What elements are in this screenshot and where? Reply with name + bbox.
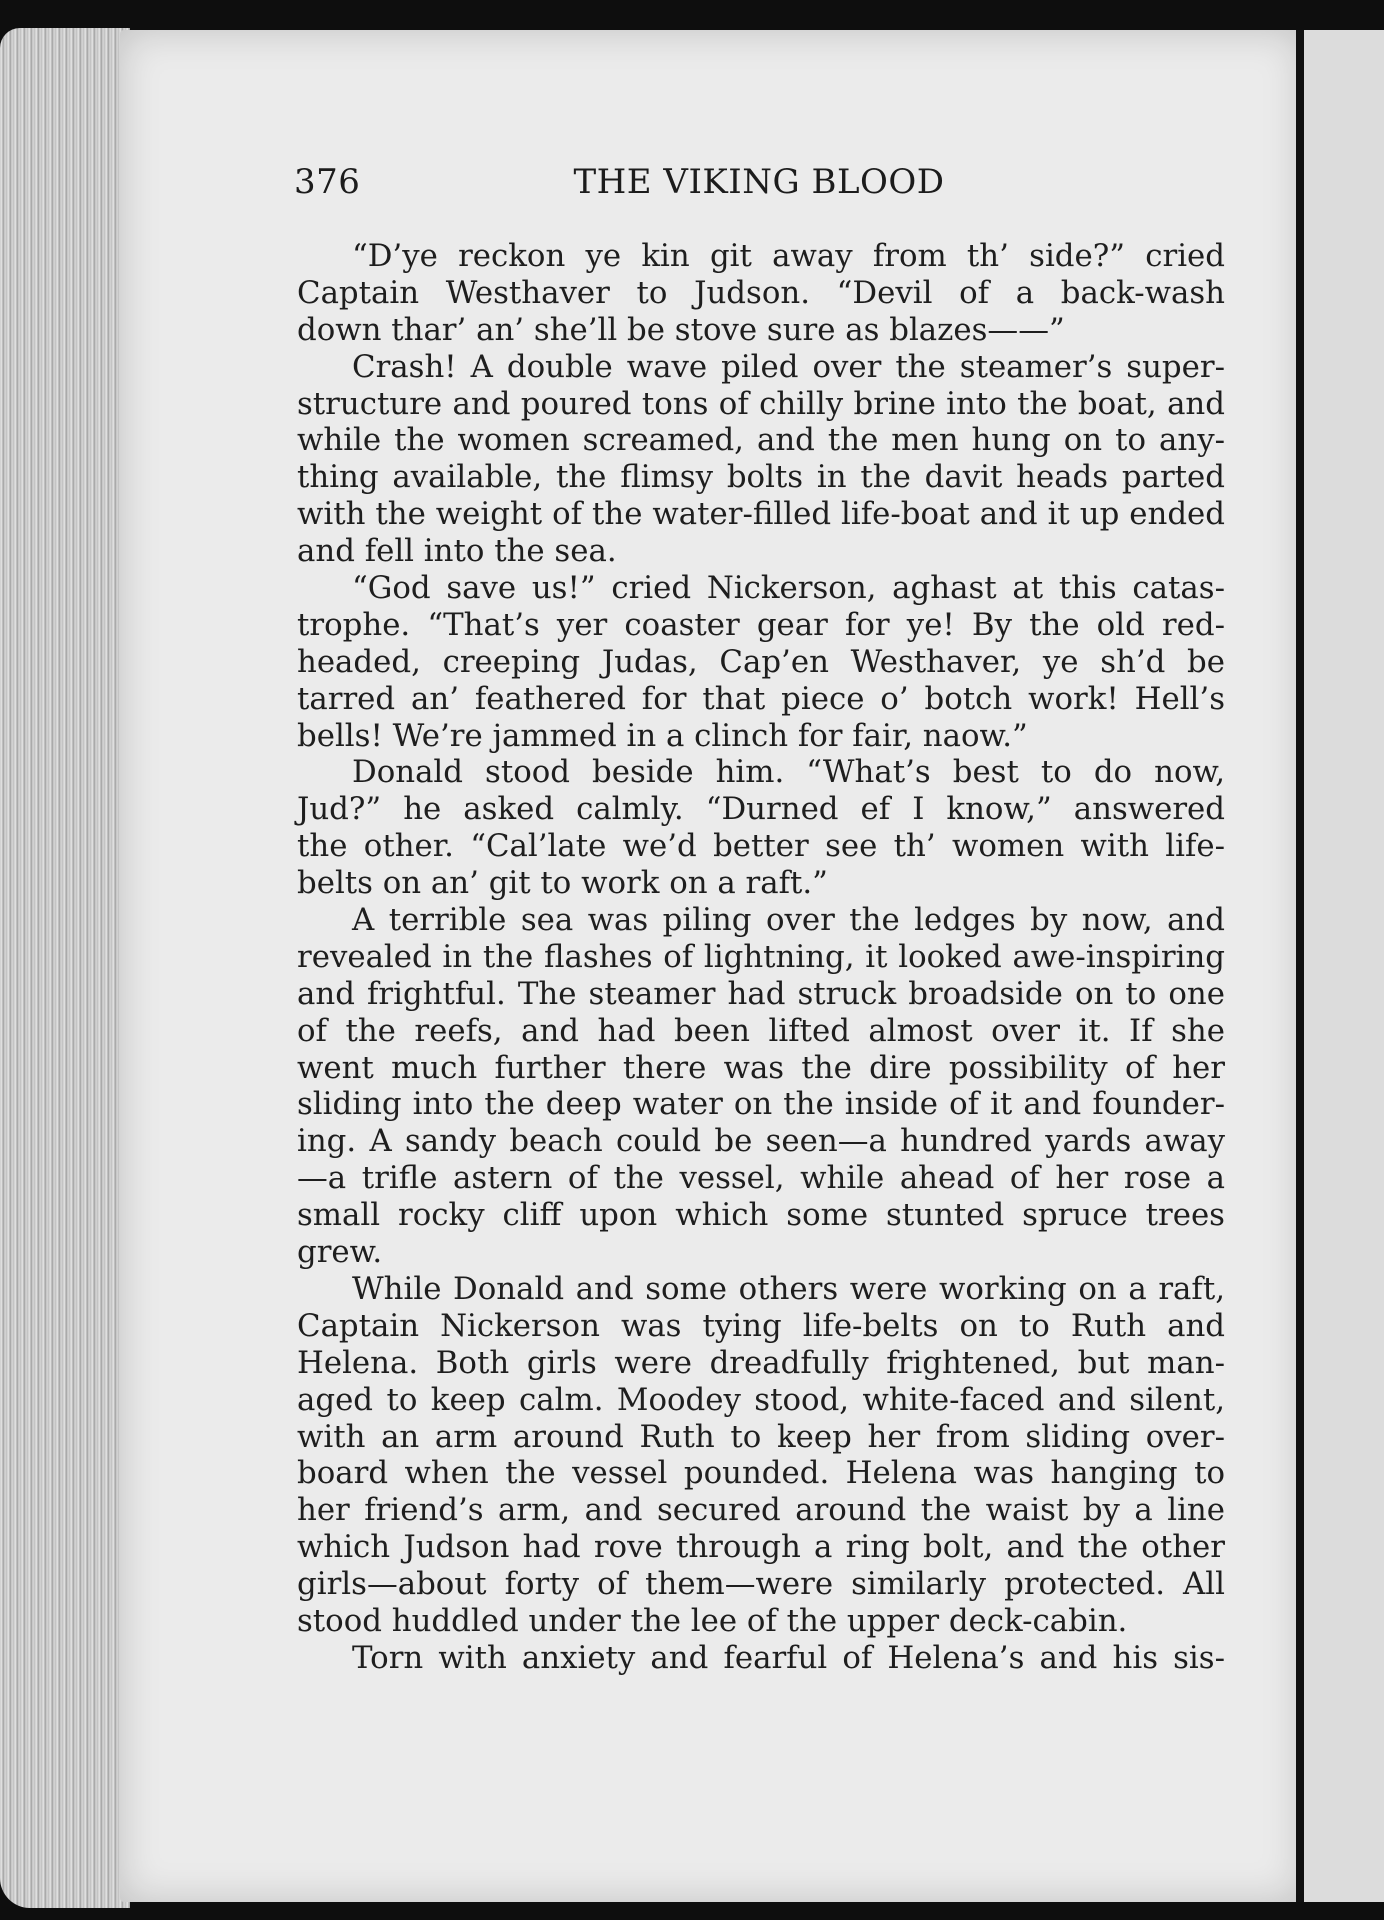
text-line: grew. [297, 1234, 383, 1271]
text-line: the other. “Cal’late we’d better see th’ women with life- [297, 828, 1225, 865]
text-line: Jud?” he asked calmly. “Durned ef I know,” answered [297, 791, 1225, 828]
page-number: 376 [294, 162, 361, 202]
text-line: with an arm around Ruth to keep her from sliding over- [297, 1418, 1225, 1455]
text-line: sliding into the deep water on the inside of it and founder- [297, 1086, 1225, 1123]
text-line: girls—about forty of them—were similarly protected. All [297, 1566, 1225, 1603]
text-line: Helena. Both girls were dreadfully frightened, but man- [297, 1344, 1225, 1381]
text-line: ing. A sandy beach could be seen—a hundred yards away [297, 1123, 1225, 1160]
text-line: of the reefs, and had been lifted almost over it. If she [297, 1012, 1225, 1049]
text-line: Torn with anxiety and fearful of Helena’s and his sis- [352, 1639, 1225, 1676]
text-line: —a trifle astern of the vessel, while ahead of her rose a [297, 1160, 1225, 1197]
text-line: bells! We’re jammed in a clinch for fair, naow.” [297, 717, 1028, 754]
adjacent-page [1304, 30, 1384, 1902]
text-line: “D’ye reckon ye kin git away from th’ side?” cried [352, 238, 1225, 274]
text-line: aged to keep calm. Moodey stood, white-faced and silent, [297, 1381, 1225, 1418]
text-line: A terrible sea was piling over the ledges by now, and [352, 902, 1225, 939]
text-line: trophe. “That’s yer coaster gear for ye! By the old red- [297, 606, 1225, 643]
text-line: went much further there was the dire possibility of her [297, 1049, 1225, 1086]
text-line: her friend’s arm, and secured around the waist by a line [297, 1492, 1225, 1529]
text-line: and fell into the sea. [297, 533, 617, 570]
text-line: down thar’ an’ she’ll be stove sure as blazes——” [297, 311, 1065, 348]
text-line: belts on an’ git to work on a raft.” [297, 865, 828, 902]
text-line: thing available, the flimsy bolts in the davit heads parted [297, 459, 1225, 496]
text-line: structure and poured tons of chilly brine into the boat, and [297, 385, 1225, 422]
text-line: Captain Nickerson was tying life-belts on to Ruth and [297, 1307, 1225, 1344]
text-line: revealed in the flashes of lightning, it looked awe-inspiring [297, 938, 1225, 975]
text-line: with the weight of the water-filled life-boat and it up ended [297, 496, 1225, 533]
text-line: stood huddled under the lee of the upper deck-cabin. [297, 1602, 1128, 1639]
body-text [297, 238, 1225, 1677]
text-line: while the women screamed, and the men hung on to any- [297, 422, 1225, 459]
text-line: Crash! A double wave piled over the steamer’s super- [352, 348, 1225, 385]
page-gutter [1296, 30, 1304, 1902]
text-line: board when the vessel pounded. Helena was hanging to [297, 1455, 1225, 1492]
text-line: “God save us!” cried Nickerson, aghast at this catas- [352, 570, 1225, 607]
page-header [294, 162, 1224, 212]
text-line: headed, creeping Judas, Cap’en Westhaver, ye sh’d be [297, 643, 1225, 680]
text-line: Donald stood beside him. “What’s best to do now, [352, 754, 1225, 791]
running-title: THE VIKING BLOOD [573, 162, 945, 202]
text-line: which Judson had rove through a ring bolt, and the other [297, 1529, 1225, 1566]
text-line: While Donald and some others were working on a raft, [352, 1270, 1225, 1307]
text-line: and frightful. The steamer had struck broadside on to one [297, 975, 1225, 1012]
text-line: tarred an’ feathered for that piece o’ botch work! Hell’s [297, 680, 1225, 717]
text-line: Captain Westhaver to Judson. “Devil of a back-wash [297, 274, 1225, 311]
text-line: small rocky cliff upon which some stunted spruce trees [297, 1197, 1225, 1234]
book-page-edges [0, 28, 130, 1908]
